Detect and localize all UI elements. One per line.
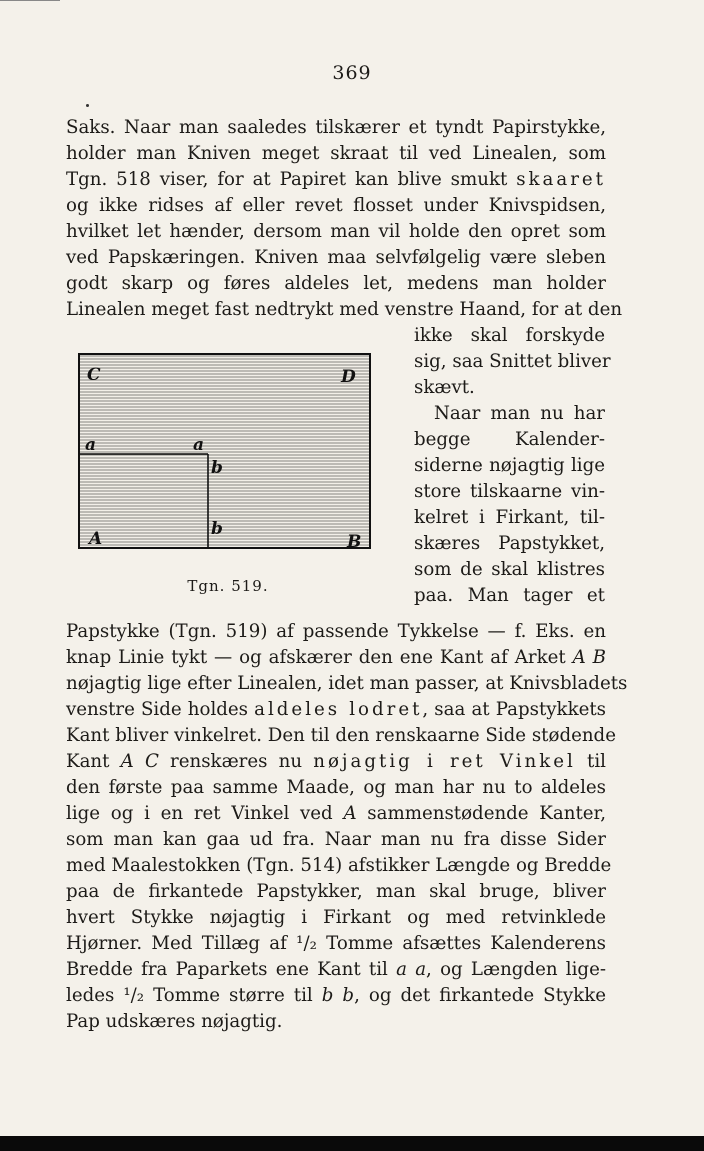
figure-label-a-left: a	[85, 435, 97, 455]
text-emphasis-skaaret: skaaret	[516, 169, 606, 190]
body-line-6-a: Kant	[66, 751, 121, 772]
body-line-7: den første paa samme Maade, og man har nu to aldeles	[66, 777, 606, 798]
text-line-1: Saks. Naar man saaledes tilskærer et tyndt Papirstykke,	[66, 117, 606, 138]
side-line-10: som de skal klistres	[414, 559, 605, 580]
body-line-12: hvert Stykke nøjagtig i Firkant og med retvinklede	[66, 907, 606, 928]
label-ab: A B	[572, 647, 607, 668]
body-line-6-e: til	[575, 751, 606, 772]
figure-label-a-right: a	[193, 435, 205, 455]
side-line-8: kelret i Firkant, til-	[414, 507, 605, 528]
figure-label-b-corner: B	[347, 532, 362, 552]
body-line-8-c: sammenstødende Kanter,	[356, 803, 606, 824]
text-emphasis-ret-vinkel: nøjagtig i ret Vinkel	[313, 751, 576, 772]
figure-label-b-upper: b	[211, 458, 223, 478]
text-line-3	[66, 167, 606, 193]
side-line-2: sig, saa Snittet bliver	[414, 351, 611, 372]
side-line-1: ikke skal forskyde	[414, 325, 605, 346]
label-aa: a a	[396, 959, 427, 980]
body-line-15	[66, 983, 606, 1009]
label-ac: A C	[120, 751, 159, 772]
text-line-4: og ikke ridses af eller revet flosset under Knivspidsen,	[66, 195, 606, 216]
body-line-8-a: lige og i en ret Vinkel ved	[66, 803, 344, 824]
scan-bottom-border	[0, 1136, 704, 1151]
body-line-4-c: , saa at Papstykkets	[422, 699, 606, 720]
body-line-15-a: ledes	[66, 985, 124, 1006]
body-line-14	[66, 957, 606, 983]
label-bb: b b	[321, 985, 355, 1006]
side-line-7: store tilskaarne vin-	[414, 481, 605, 502]
figure-label-d: D	[341, 367, 356, 387]
figure-caption: Tgn. 519.	[187, 577, 269, 595]
figure-label-b-lower: b	[211, 519, 223, 539]
fraction-half: ¹/₂	[296, 933, 317, 954]
side-line-3: skævt.	[414, 377, 475, 398]
body-line-9: som man kan gaa ud fra. Naar man nu fra disse Sider	[66, 829, 606, 850]
body-line-13-c: Tomme afsættes Kalenderens	[316, 933, 606, 954]
body-line-11: paa de firkantede Papstykker, man skal bruge, bliver	[66, 881, 606, 902]
body-line-1: Papstykke (Tgn. 519) af passende Tykkelse — f. Eks. en	[66, 621, 606, 642]
body-line-2	[66, 645, 606, 671]
text-line-6: ved Papskæringen. Kniven maa selvfølgelig være sleben	[66, 247, 606, 268]
text-line-8: Linealen meget fast nedtrykt med venstre Haand, for at den	[66, 299, 623, 320]
side-line-5: begge Kalender-	[414, 429, 605, 450]
figure-sheet	[79, 354, 370, 548]
body-line-14-c: , og Længden lige-	[426, 959, 606, 980]
figure-label-a-corner: A	[89, 529, 103, 549]
body-line-4	[66, 697, 606, 723]
body-line-15-c: Tomme større til	[144, 985, 322, 1006]
body-line-6	[66, 749, 606, 775]
page-number: 369	[332, 62, 372, 84]
body-line-6-c: renskæres nu	[158, 751, 314, 772]
ink-speck	[86, 104, 89, 107]
label-a: A	[343, 803, 357, 824]
side-line-9: skæres Papstykket,	[414, 533, 605, 554]
text-line-2: holder man Kniven meget skraat til ved Linealen, som	[66, 143, 606, 164]
text-line-5: hvilket let hænder, dersom man vil holde den opret som	[66, 221, 606, 242]
text-line-7: godt skarp og føres aldeles let, medens man holder	[66, 273, 606, 294]
side-line-11: paa. Man tager et	[414, 585, 605, 606]
text-emphasis-aldeles-lodret: aldeles lodret	[254, 699, 423, 720]
body-line-16: Pap udskæres nøjagtig.	[66, 1011, 283, 1032]
body-line-3: nøjagtig lige efter Linealen, idet man passer, at Knivsbladets	[66, 673, 628, 694]
body-line-15-e: , og det firkantede Stykke	[354, 985, 606, 1006]
text-line-3-a: Tgn. 518 viser, for at Papiret kan blive smukt	[66, 169, 517, 190]
figure-label-c: C	[87, 365, 101, 385]
page-edge-line	[0, 0, 60, 1]
figure-cardboard-diagram	[77, 352, 372, 552]
body-line-2-a: knap Linie tykt — og afskærer den ene Kant af Arket	[66, 647, 573, 668]
body-line-4-a: venstre Side holdes	[66, 699, 255, 720]
fraction-half-2: ¹/₂	[123, 985, 145, 1006]
body-line-5: Kant bliver vinkelret. Den til den renskaarne Side stødende	[66, 725, 616, 746]
side-line-6: siderne nøjagtig lige	[414, 455, 605, 476]
body-line-14-a: Bredde fra Paparkets ene Kant til	[66, 959, 397, 980]
body-line-8	[66, 801, 606, 827]
body-line-13-a: Hjørner. Med Tillæg af	[66, 933, 297, 954]
side-line-4: Naar man nu har	[434, 403, 605, 424]
body-line-13	[66, 931, 606, 957]
body-line-10: med Maalestokken (Tgn. 514) afstikker Længde og Bredde	[66, 855, 612, 876]
